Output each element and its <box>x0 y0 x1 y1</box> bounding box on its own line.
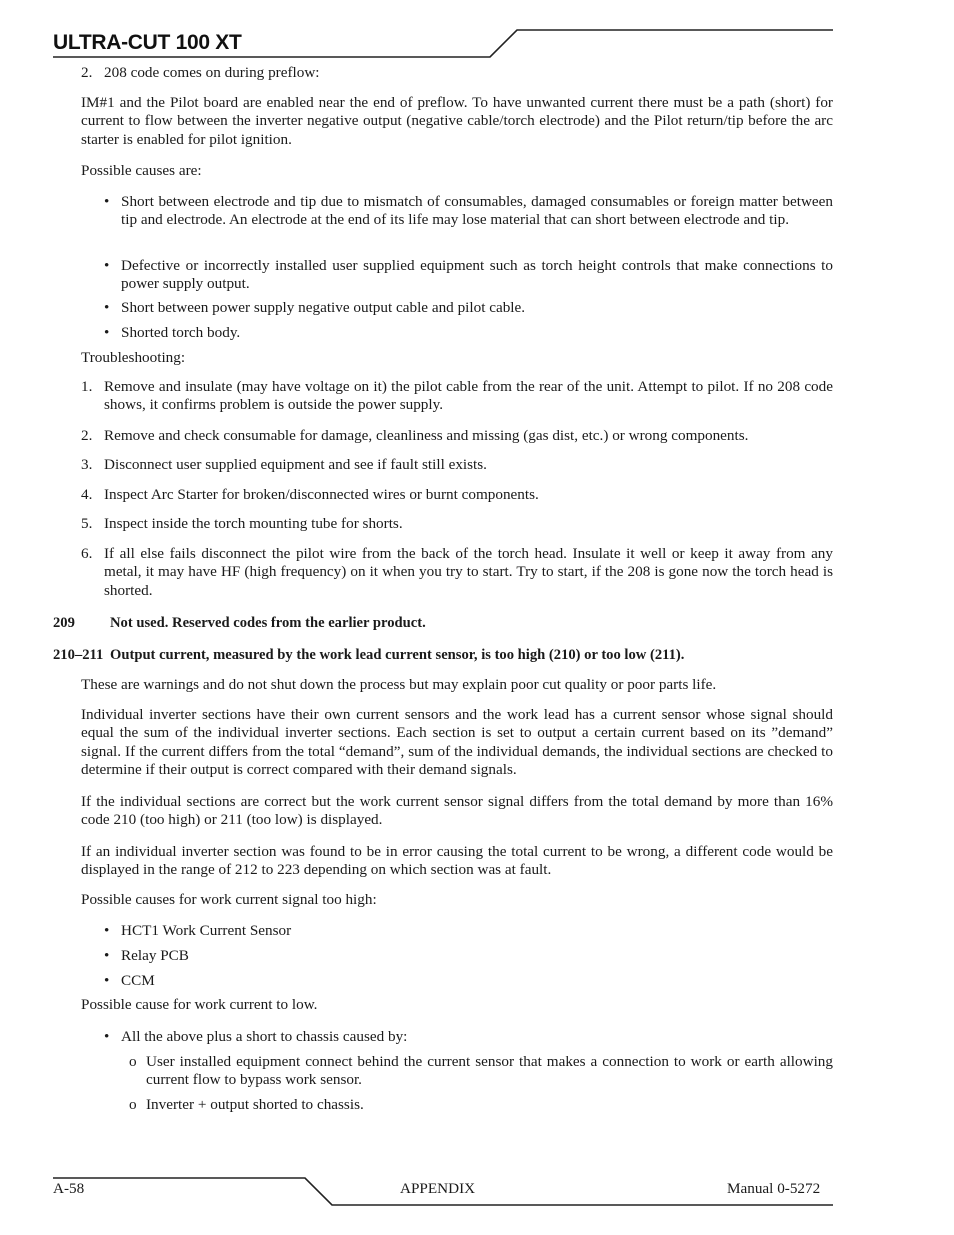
paragraph-preflow: IM#1 and the Pilot board are enabled near the end of preflow. To have unwanted current there must be a path (short) for current to flow between the inverter negative output (negative cable/torch electrode) and the Pilot return/tip before the arc starter is enabled for pilot ignition. <box>81 94 833 148</box>
sub-cause-item: Inverter + output shorted to chassis. <box>146 1096 364 1113</box>
cause-item: Short between power supply negative output cable and pilot cable. <box>121 299 526 316</box>
footer-section: APPENDIX <box>400 1180 476 1197</box>
bullet-marker: • <box>104 922 110 939</box>
paragraph-sections-correct: If the individual sections are correct but the work current sensor signal differs from the total demand by more than 16% code 210 (too high) or 211 (too low) is displayed. <box>81 793 833 829</box>
bullet-marker: • <box>104 947 110 964</box>
code-210-211-description: Output current, measured by the work lead current sensor, is too high (210) or too low (211). <box>110 647 685 663</box>
high-cause-item: CCM <box>121 972 155 989</box>
code-209-number: 209 <box>53 615 75 631</box>
sub-bullet-marker: o <box>129 1053 137 1070</box>
header-rule <box>53 30 833 57</box>
low-cause-item: All the above plus a short to chassis caused by: <box>121 1028 408 1045</box>
step-number: 6. <box>81 545 93 562</box>
step-text: Remove and insulate (may have voltage on it) the pilot cable from the rear of the unit. Attempt to pilot. If no 208 code shows, it confirms problem is outside the power supply. <box>104 378 833 414</box>
paragraph-warnings: These are warnings and do not shut down the process but may explain poor cut quality or poor parts life. <box>81 676 717 693</box>
step-number: 2. <box>81 427 93 444</box>
bullet-marker: • <box>104 257 110 274</box>
bullet-marker: • <box>104 193 110 210</box>
document-title: ULTRA-CUT 100 XT <box>53 31 242 54</box>
step-number: 3. <box>81 456 93 473</box>
page-number: A-58 <box>53 1180 85 1197</box>
manual-number: Manual 0-5272 <box>727 1180 821 1197</box>
high-cause-item: Relay PCB <box>121 947 189 964</box>
code-210-211-number: 210–211 <box>53 647 104 663</box>
low-cause-label: Possible cause for work current to low. <box>81 996 318 1013</box>
bullet-marker: • <box>104 324 110 341</box>
paragraph-section-error: If an individual inverter section was found to be in error causing the total current to be wrong, a different code would be displayed in the range of 212 to 223 depending on which section was at fault. <box>81 843 833 879</box>
step-text: Inspect Arc Starter for broken/disconnected wires or burnt components. <box>104 486 539 503</box>
cause-item: Short between electrode and tip due to mismatch of consumables, damaged consumables or foreign matter between tip and electrode. An electrode at the end of its life may lose material that can short between electrode and tip. <box>121 193 833 229</box>
intro-item-number: 2. <box>81 64 93 81</box>
intro-item-text: 208 code comes on during preflow: <box>104 64 320 81</box>
bullet-marker: • <box>104 1028 110 1045</box>
step-number: 1. <box>81 378 93 395</box>
possible-causes-label: Possible causes are: <box>81 162 202 179</box>
sub-bullet-marker: o <box>129 1096 137 1113</box>
step-number: 4. <box>81 486 93 503</box>
bullet-marker: • <box>104 972 110 989</box>
code-209-description: Not used. Reserved codes from the earlier product. <box>110 615 426 631</box>
cause-item: Shorted torch body. <box>121 324 241 341</box>
step-text: Inspect inside the torch mounting tube for shorts. <box>104 515 403 532</box>
step-text: If all else fails disconnect the pilot wire from the back of the torch head. Insulate it well or keep it away from any metal, it may have HF (high frequency) on it when you try to start. Try to start, if the 208 is gone now the torch head is shorted. <box>104 545 833 599</box>
high-cause-item: HCT1 Work Current Sensor <box>121 922 292 939</box>
cause-item: Defective or incorrectly installed user supplied equipment such as torch height controls that make connections to power supply output. <box>121 257 833 293</box>
bullet-marker: • <box>104 299 110 316</box>
high-causes-label: Possible causes for work current signal too high: <box>81 891 377 908</box>
step-text: Remove and check consumable for damage, cleanliness and missing (gas dist, etc.) or wrong components. <box>104 427 749 444</box>
step-text: Disconnect user supplied equipment and see if fault still exists. <box>104 456 487 473</box>
sub-cause-item: User installed equipment connect behind the current sensor that makes a connection to work or earth allowing current flow to bypass work sensor. <box>146 1053 833 1089</box>
paragraph-inverter-sections: Individual inverter sections have their own current sensors and the work lead has a current sensor whose signal should equal the sum of the individual inverter sections. Each section is set to output a certain current based on its ”demand” signal. If the current differs from the total “demand”, sum of the individual demands, the individual sections are checked to determine if their output is correct compared with their demand signals. <box>81 706 833 778</box>
troubleshooting-label: Troubleshooting: <box>81 349 186 366</box>
step-number: 5. <box>81 515 93 532</box>
